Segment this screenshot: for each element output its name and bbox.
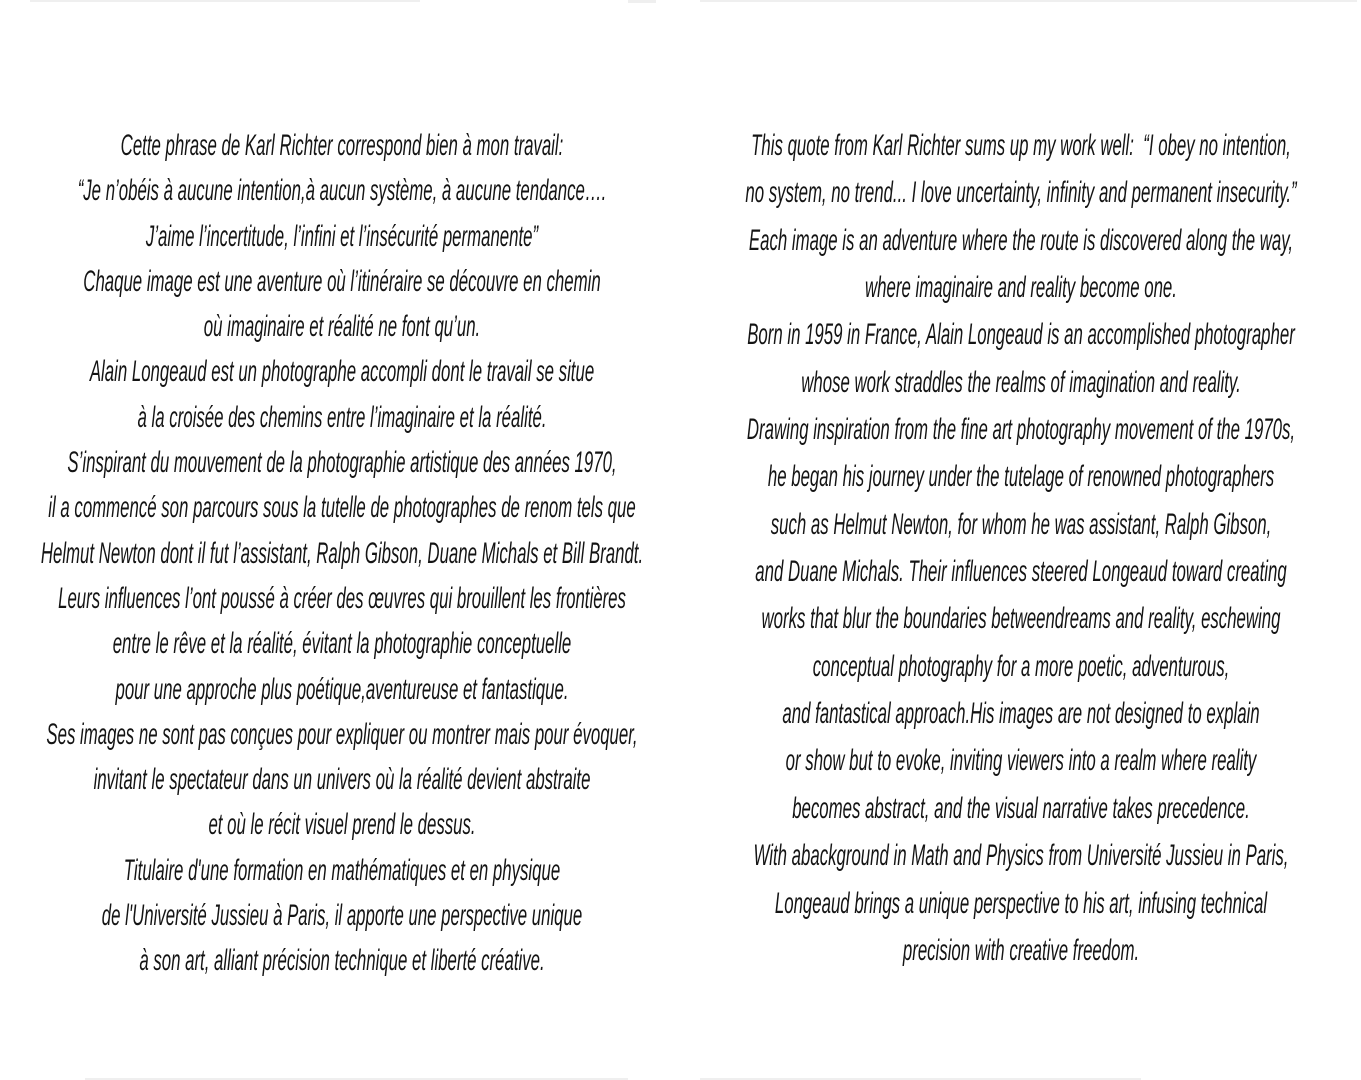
text-line: Helmut Newton dont il fut l’assistant, Ralph Gibson, Duane Michals et Bill Brandt. [40, 536, 644, 570]
text-line: “Je n’obéis à aucune intention,à aucun système, à aucune tendance…. [77, 174, 607, 208]
text-line: and Duane Michals. Their influences steered Longeaud toward creating [755, 555, 1287, 589]
text-line: becomes abstract, and the visual narrative takes precedence. [792, 791, 1250, 825]
text-line: Chaque image est une aventure où l’itinéraire se découvre en chemin [83, 264, 601, 298]
page-edge-artifact [30, 0, 420, 2]
text-line: such as Helmut Newton, for whom he was assistant, Ralph Gibson, [770, 507, 1272, 541]
text-line: de l'Université Jussieu à Paris, il apporte une perspective unique [101, 899, 583, 933]
page-edge-artifact [628, 0, 656, 3]
text-line: no system, no trend... I love uncertainty, infinity and permanent insecurity.” [745, 176, 1297, 210]
text-line: Longeaud brings a unique perspective to his art, infusing technical [774, 886, 1268, 920]
text-line: il a commencé son parcours sous la tutelle de photographes de renom tels que [48, 491, 636, 525]
text-line: à son art, alliant précision technique et liberté créative. [139, 944, 545, 978]
text-line: Ses images ne sont pas conçues pour expliquer ou montrer mais pour évoquer, [46, 717, 638, 751]
text-line: where imaginaire and reality become one. [865, 271, 1177, 305]
text-line: S’inspirant du mouvement de la photographie artistique des années 1970, [67, 446, 617, 480]
text-line: he began his journey under the tutelage of renowned photographers [767, 460, 1275, 494]
text-line: J’aime l’incertitude, l’infini et l’insécurité permanente” [145, 219, 539, 253]
text-line: Drawing inspiration from the fine art photography movement of the 1970s, [746, 413, 1296, 447]
text-line: Alain Longeaud est un photographe accompli dont le travail se situe [89, 355, 595, 389]
text-line: où imaginaire et réalité ne font qu’un. [203, 310, 481, 344]
english-statement-column [371, 122, 1361, 974]
text-line: Titulaire d'une formation en mathématiques et en physique [123, 853, 561, 887]
text-line: Cette phrase de Karl Richter correspond bien à mon travail: [120, 129, 564, 162]
text-line: conceptual photography for a more poetic, adventurous, [812, 649, 1230, 683]
text-line: et où le récit visuel prend le dessus. [208, 808, 476, 842]
text-line: precision with creative freedom. [902, 933, 1140, 967]
text-line: works that blur the boundaries betweendreams and reality, eschewing [761, 602, 1281, 636]
text-line: pour une approche plus poétique,aventureuse et fantastique. [115, 672, 569, 706]
text-line: Born in 1959 in France, Alain Longeaud is an accomplished photographer [747, 318, 1295, 352]
text-line: entre le rêve et la réalité, évitant la photographie conceptuelle [112, 627, 572, 661]
text-line: whose work straddles the realms of imagination and reality. [801, 365, 1241, 399]
text-line: Leurs influences l’ont poussé à créer des œuvres qui brouillent les frontières [58, 581, 626, 615]
text-line: With abackground in Math and Physics from Université Jussieu in Paris, [753, 839, 1289, 873]
english-statement-text [657, 122, 1361, 974]
text-line: or show but to evoke, inviting viewers into a realm where reality [785, 744, 1257, 778]
page-edge-artifact [700, 0, 1357, 2]
text-line: Each image is an adventure where the route is discovered along the way, [748, 223, 1294, 257]
text-line: invitant le spectateur dans un univers où la réalité devient abstraite [93, 763, 591, 797]
text-line: à la croisée des chemins entre l’imaginaire et la réalité. [137, 400, 547, 434]
text-line: and fantastical approach.His images are not designed to explain [782, 697, 1260, 731]
text-line: This quote from Karl Richter sums up my work well: “I obey no intention, [751, 129, 1291, 162]
